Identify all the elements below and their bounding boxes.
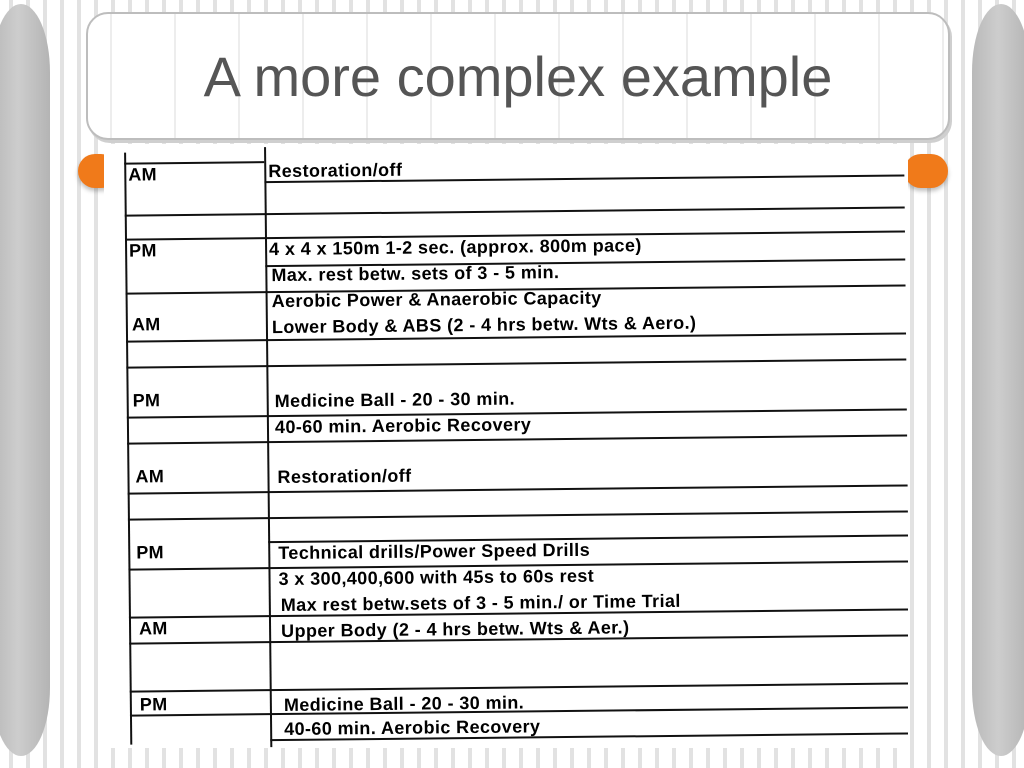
- schedule-entry: Restoration/off: [277, 465, 412, 488]
- title-box: [86, 12, 950, 140]
- schedule-entry: Aerobic Power & Anaerobic Capacity: [271, 287, 602, 312]
- row-rule: [127, 434, 907, 444]
- schedule-entry: Lower Body & ABS (2 - 4 hrs betw. Wts & Aero.): [271, 312, 697, 338]
- right-decorative-pill: [972, 4, 1024, 756]
- period-label: AM: [138, 618, 168, 639]
- period-label: PM: [139, 694, 168, 715]
- schedule-entry: 4 x 4 x 150m 1-2 sec. (approx. 800m pace): [269, 235, 642, 260]
- schedule-entry: Medicine Ball - 20 - 30 min.: [283, 692, 525, 715]
- period-label: PM: [129, 240, 157, 261]
- row-rule: [128, 510, 908, 520]
- schedule-entry: Max. rest betw. sets of 3 - 5 min.: [271, 262, 560, 286]
- row-rule: [125, 206, 905, 216]
- schedule-entry: Upper Body (2 - 4 hrs betw. Wts & Aer.): [281, 617, 630, 642]
- row-rule: [126, 358, 906, 368]
- schedule-entry: Restoration/off: [268, 159, 403, 182]
- row-rule: [128, 484, 908, 494]
- schedule-entry: Technical drills/Power Speed Drills: [278, 539, 591, 564]
- period-label: AM: [128, 164, 158, 185]
- accent-bar-right: [904, 154, 948, 188]
- schedule-entry: Medicine Ball - 20 - 30 min.: [274, 388, 516, 412]
- schedule-entry: 3 x 300,400,600 with 45s to 60s rest: [278, 565, 595, 590]
- left-decorative-pill: [0, 4, 50, 756]
- period-label: AM: [131, 314, 161, 335]
- period-label: PM: [136, 542, 164, 563]
- scanned-training-schedule: [104, 144, 908, 748]
- schedule-entry: Max rest betw.sets of 3 - 5 min./ or Time Trial: [280, 590, 681, 616]
- period-label: PM: [132, 390, 161, 411]
- slide-title: A more complex example: [203, 45, 833, 108]
- period-label: AM: [135, 466, 165, 487]
- schedule-entry: 40-60 min. Aerobic Recovery: [284, 716, 541, 739]
- row-rule: [130, 682, 908, 692]
- schedule-entry: 40-60 min. Aerobic Recovery: [274, 414, 532, 438]
- schedule-table: [104, 144, 908, 748]
